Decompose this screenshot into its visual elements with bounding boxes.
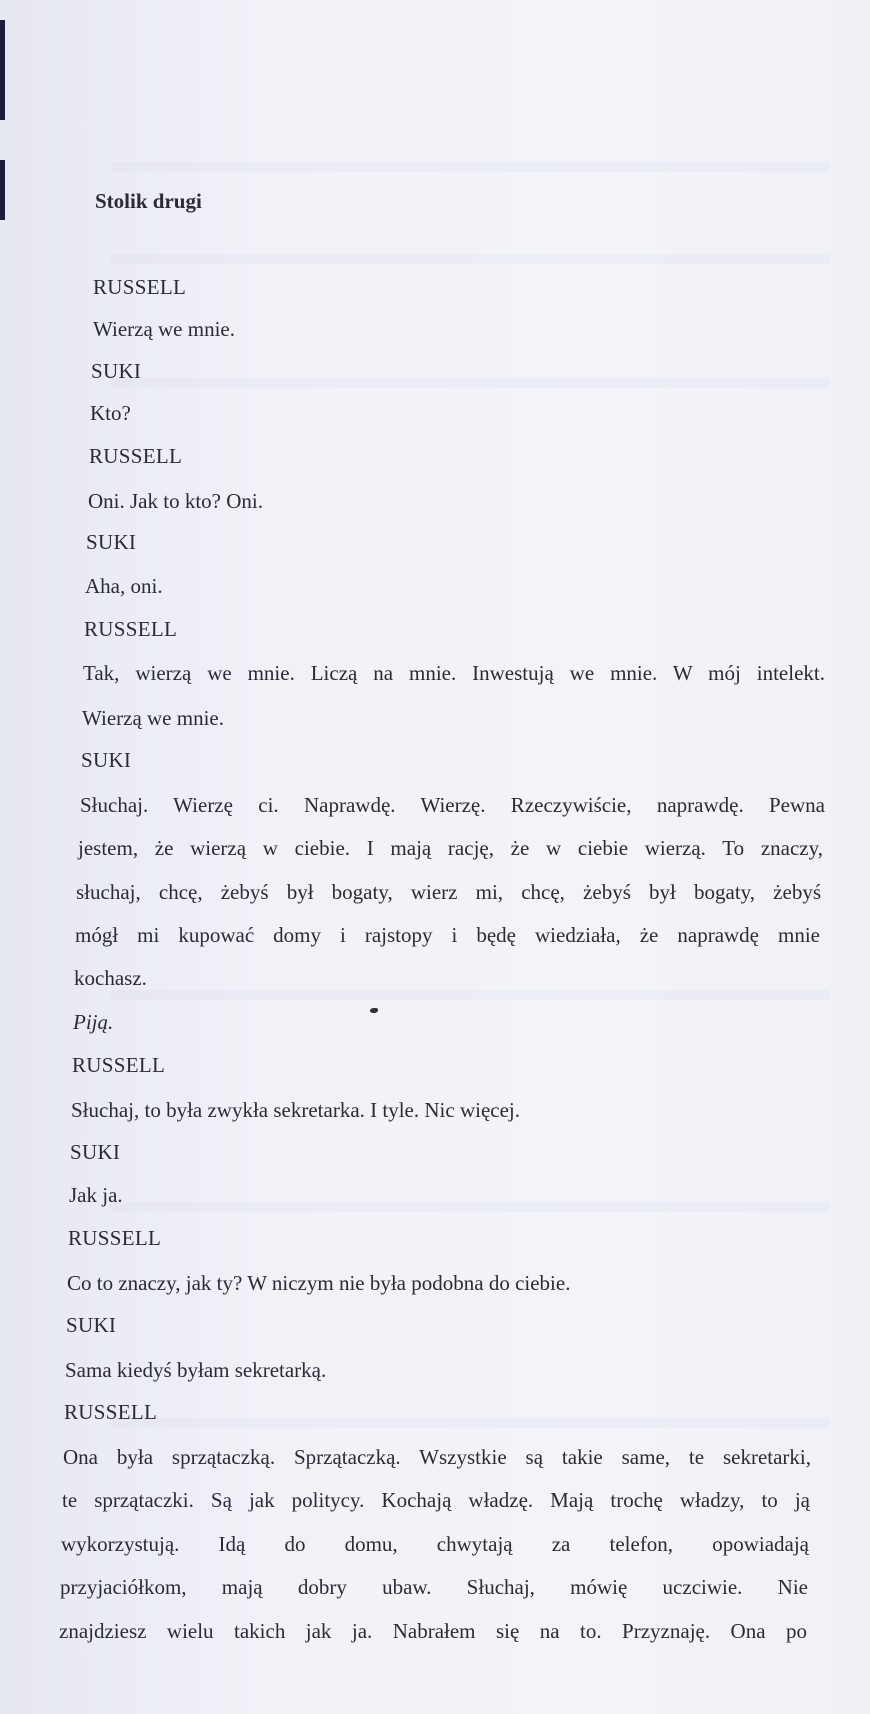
scene-heading: Stolik drugi [95,189,202,213]
bleed-through [110,254,830,264]
speaker-name: RUSSELL [64,1400,158,1424]
ink-speck [370,1008,378,1013]
dialogue-line: Co to znaczy, jak ty? W niczym nie była podobna do ciebie. [67,1271,571,1295]
speaker-name: RUSSELL [93,275,187,299]
dialogue-line: znajdziesz wielu takich jak ja. Nabrałem się na to. Przyznaję. Ona po [59,1619,807,1643]
speaker-name: RUSSELL [84,617,178,641]
dialogue-line: Wierzą we mnie. [93,317,235,341]
dialogue-line: jestem, że wierzą w ciebie. I mają rację, że w ciebie wierzą. To znaczy, [78,836,823,860]
dialogue-line: Wierzą we mnie. [82,706,224,730]
bleed-through [110,162,830,172]
dialogue-line: Słuchaj, to była zwykła sekretarka. I tyle. Nic więcej. [71,1098,520,1122]
dialogue-line: Aha, oni. [85,574,163,598]
stage-direction: Piją. [73,1010,114,1034]
dialogue-line: kochasz. [74,966,147,990]
dialogue-line: słuchaj, chcę, żebyś był bogaty, wierz mi, chcę, żebyś był bogaty, żebyś [76,880,821,904]
dialogue-line: mógł mi kupować domy i rajstopy i będę wiedziała, że naprawdę mnie [75,923,820,947]
speaker-name: SUKI [91,359,142,383]
speaker-name: RUSSELL [72,1053,166,1077]
dialogue-line: Oni. Jak to kto? Oni. [88,489,263,513]
dialogue-line: Sama kiedyś byłam sekretarką. [65,1358,327,1382]
speaker-name: SUKI [81,748,132,772]
speaker-name: RUSSELL [68,1226,162,1250]
speaker-name: SUKI [66,1313,117,1337]
bleed-through [110,1418,830,1428]
dialogue-line: Jak ja. [69,1183,123,1207]
bleed-through [110,990,830,1000]
dialogue-line: wykorzystują. Idą do domu, chwytają za telefon, opowiadają [61,1532,809,1556]
dialogue-line: przyjaciółkom, mają dobry ubaw. Słuchaj, mówię uczciwie. Nie [60,1575,808,1599]
dialogue-line: te sprzątaczki. Są jak politycy. Kochają władzę. Mają trochę władzy, to ją [62,1488,810,1512]
binding-mark [0,20,5,120]
speaker-name: RUSSELL [89,444,183,468]
dialogue-line: Ona była sprzątaczką. Sprzątaczką. Wszystkie są takie same, te sekretarki, [63,1445,811,1469]
dialogue-line: Tak, wierzą we mnie. Liczą na mnie. Inwestują we mnie. W mój intelekt. [83,661,825,685]
speaker-name: SUKI [70,1140,121,1164]
dialogue-line: Kto? [90,401,131,425]
bleed-through [110,378,830,388]
speaker-name: SUKI [86,530,137,554]
bleed-through [110,1202,830,1212]
binding-mark [0,160,5,220]
dialogue-line: Słuchaj. Wierzę ci. Naprawdę. Wierzę. Rzeczywiście, naprawdę. Pewna [80,793,825,817]
